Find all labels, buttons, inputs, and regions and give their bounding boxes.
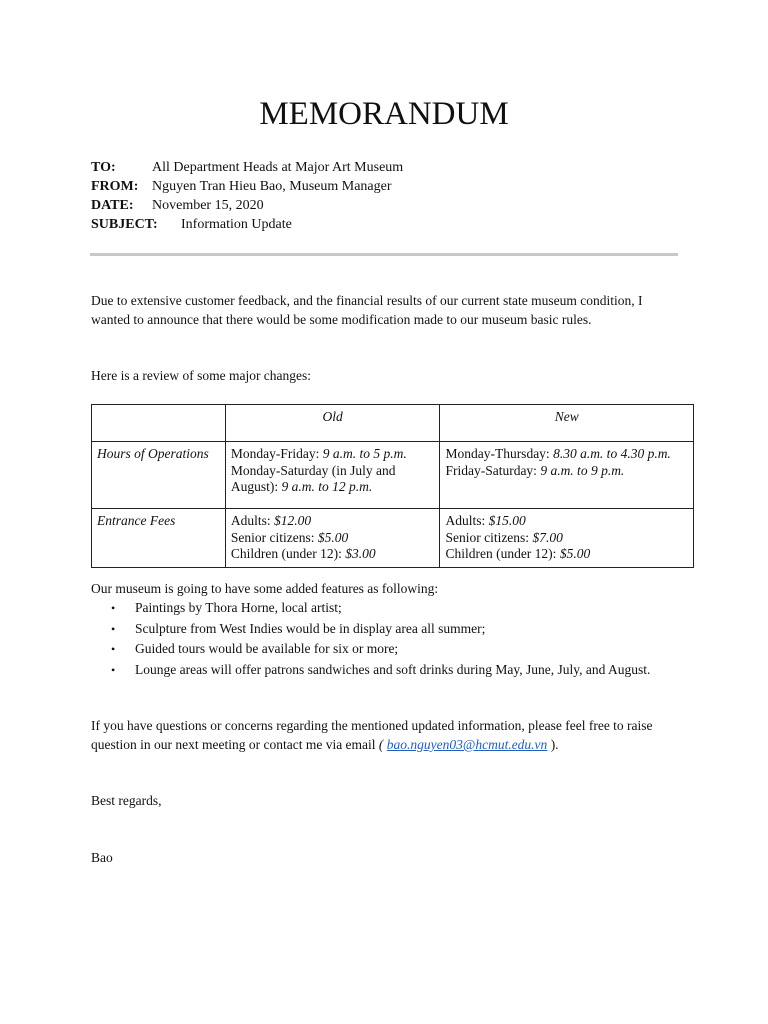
fees-old-prefix: Children (under 12): (230, 546, 346, 561)
features-intro: Our museum is going to have some added features as following: (91, 581, 439, 596)
bullet-icon: • (111, 662, 116, 677)
fees-label: Entrance Fees (92, 509, 226, 568)
list-item (111, 639, 755, 660)
changes-table (91, 404, 694, 568)
table-row-fees (92, 509, 694, 568)
fees-new-price: $5.00 (559, 546, 591, 561)
fees-old-price: $3.00 (345, 546, 376, 561)
intro-line: wanted to announce that there would be some modification made to our museum basic rules. (91, 312, 592, 327)
feature-text: Sculpture from West Indies would be in display area all summer; (135, 620, 486, 636)
memo-title: MEMORANDUM (259, 96, 509, 132)
hours-old-time: 9 a.m. to 12 p.m. (281, 479, 373, 494)
hours-new-line (445, 463, 688, 480)
fees-new-price: $7.00 (532, 529, 563, 545)
paren-open: ( (378, 737, 387, 752)
list-item (111, 660, 755, 681)
fees-new-cell (440, 509, 694, 568)
table-header-cell (92, 405, 226, 442)
header-divider (90, 253, 678, 256)
table-header-row (92, 405, 694, 442)
closing-text: question in our next meeting or contact me via email (91, 737, 379, 752)
fees-old-price: $5.00 (317, 529, 349, 545)
hours-new-cell (440, 442, 694, 509)
fees-old-price: $12.00 (273, 513, 312, 528)
hours-label: Hours of Operations (92, 442, 226, 509)
review-intro: Here is a review of some major changes: (91, 368, 312, 383)
subject-label: SUBJECT: (91, 217, 158, 232)
fees-old-prefix: Senior citizens: (230, 529, 318, 545)
table-header-new: New (440, 405, 694, 442)
hours-new-prefix: Monday-Thursday: (445, 446, 554, 461)
subject-value: Information Update (181, 217, 292, 232)
intro-paragraph (91, 291, 691, 329)
fees-new-line (445, 546, 688, 563)
hours-old-line (231, 479, 435, 496)
fees-old-cell (225, 509, 440, 568)
date-value: November 15, 2020 (152, 198, 264, 213)
fees-new-line (445, 513, 688, 530)
hours-old-cell (225, 442, 440, 509)
fees-new-prefix: Adults: (445, 513, 489, 528)
hours-old-prefix: Monday-Saturday (in July and (230, 462, 396, 478)
hours-old-line (231, 446, 435, 463)
closing-paragraph (91, 716, 691, 754)
subject-row (91, 216, 292, 234)
from-value: Nguyen Tran Hieu Bao, Museum Manager (152, 179, 392, 194)
to-row (91, 159, 404, 177)
fees-new-prefix: Senior citizens: (445, 529, 533, 545)
bullet-icon: • (111, 601, 116, 615)
list-item (111, 619, 755, 640)
fees-old-line (231, 513, 435, 530)
to-label: TO: (91, 160, 116, 175)
bullet-icon: • (111, 642, 116, 656)
list-item (111, 598, 755, 619)
hours-old-prefix: Monday-Friday: (230, 446, 323, 461)
hours-old-prefix: August): (230, 479, 282, 494)
hours-old-time: 9 a.m. to 5 p.m. (322, 446, 407, 461)
date-label: DATE: (91, 198, 134, 213)
to-value: All Department Heads at Major Art Museum (152, 160, 404, 175)
signature: Bao (91, 850, 113, 865)
features-list (91, 598, 755, 680)
fees-new-prefix: Children (under 12): (445, 546, 560, 561)
feature-text: Paintings by Thora Horne, local artist; (135, 600, 342, 615)
closing-line: If you have questions or concerns regarding the mentioned updated information, please feel free to raise (91, 718, 653, 733)
intro-line: Due to extensive customer feedback, and the financial results of our current state museum condition, I (91, 293, 643, 308)
fees-old-line (231, 530, 435, 547)
hours-new-time: 8.30 a.m. to 4.30 p.m. (553, 446, 671, 461)
feature-text: Guided tours would be available for six or more; (135, 641, 399, 656)
hours-new-time: 9 a.m. to 9 p.m. (540, 462, 625, 478)
from-label: FROM: (91, 179, 139, 194)
regards-text: Best regards, (91, 793, 162, 808)
fees-old-line (231, 546, 435, 563)
fees-new-price: $15.00 (488, 513, 526, 528)
from-row (91, 178, 392, 196)
table-row-hours (92, 442, 694, 509)
fees-old-prefix: Adults: (230, 513, 274, 528)
fees-new-line (445, 530, 688, 547)
hours-old-line (231, 463, 435, 480)
table-header-old: Old (225, 405, 440, 442)
hours-new-prefix: Friday-Saturday: (445, 462, 541, 478)
feature-text: Lounge areas will offer patrons sandwiches and soft drinks during May, June, July, and August. (135, 661, 651, 677)
bullet-icon: • (111, 621, 116, 636)
closing-line (91, 735, 691, 754)
paren-close: ). (547, 737, 559, 752)
hours-new-line (445, 446, 688, 463)
date-row (91, 197, 264, 215)
email-link[interactable]: bao.nguyen03@hcmut.edu.vn (386, 737, 548, 752)
